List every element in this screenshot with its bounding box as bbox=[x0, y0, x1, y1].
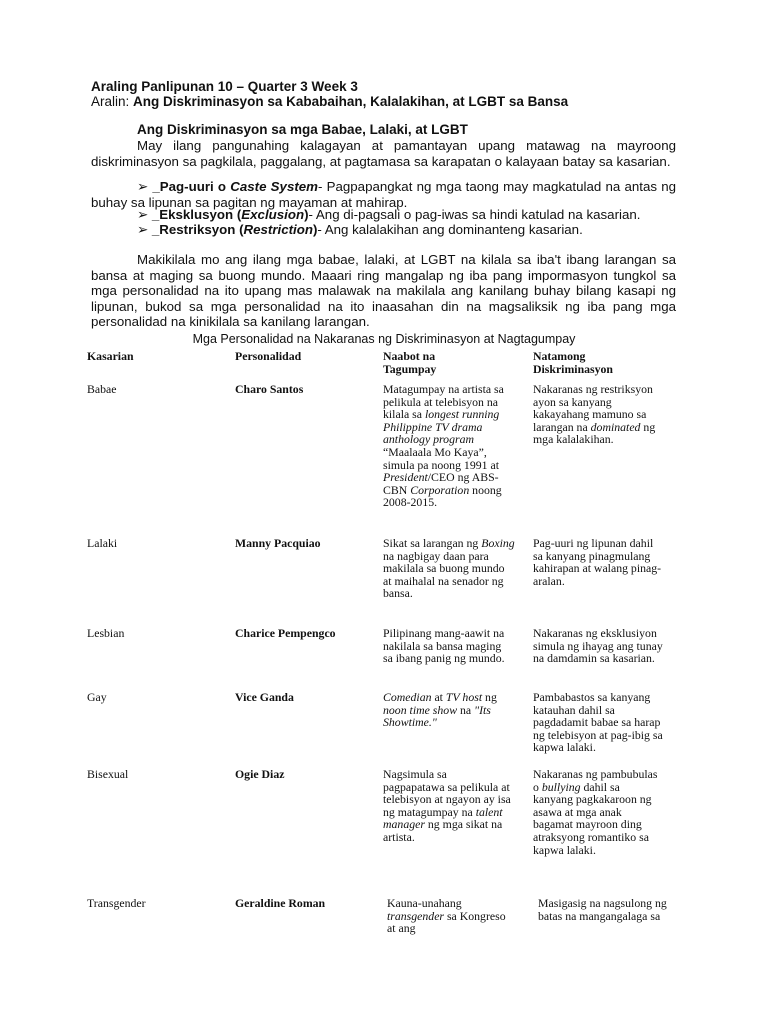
cell-tagumpay: Comedian at TV host ng noon time show na "Its Showtime." bbox=[383, 690, 497, 730]
bullet-term: _Restriksyon ( bbox=[151, 222, 244, 237]
cell-kasarian: Transgender bbox=[87, 896, 146, 910]
col-header-personalidad: Personalidad bbox=[235, 349, 302, 363]
cell-tagumpay: Sikat sa larangan ng Boxing na nagbigay daan para makilala sa buong mundo at maihalal na senador ng bansa. bbox=[383, 536, 515, 601]
subject-heading: Araling Panlipunan 10 – Quarter 3 Week 3 bbox=[91, 79, 358, 94]
cell-diskriminasyon: Nakaranas ng restriksyon ayon sa kanyang kakayahang mamuno sa larangan na dominated ng mga kalalakihan. bbox=[533, 382, 656, 447]
cell-diskriminasyon: Nakaranas ng pambubulas o bullying dahil sa kanyang pagkakaroon ng asawa at mga anak bagamat mayroon ding atraksyong romantiko sa kapwa lalaki. bbox=[533, 767, 658, 857]
cell-kasarian: Bisexual bbox=[87, 767, 129, 781]
lesson-title: Ang Diskriminasyon sa Kababaihan, Kalalakihan, at LGBT sa Bansa bbox=[133, 94, 569, 109]
cell-tagumpay: Pilipinang mang-aawit na nakilala sa bansa maging sa ibang panig ng mundo. bbox=[383, 626, 505, 666]
lesson-label: Aralin: bbox=[91, 94, 130, 109]
cell-personalidad: Vice Ganda bbox=[235, 690, 294, 704]
cell-personalidad: Charo Santos bbox=[235, 382, 304, 396]
cell-diskriminasyon: Pag-uuri ng lipunan dahil sa kanyang pinagmulang kahirapan at walang pinag-aralan. bbox=[533, 536, 662, 588]
section-title: Ang Diskriminasyon sa mga Babae, Lalaki, at LGBT bbox=[137, 122, 468, 137]
bullet-term-close: ) bbox=[312, 222, 318, 237]
col-header-tagumpay: Naabot na Tagumpay bbox=[383, 349, 437, 376]
col-header-diskriminasyon: Natamong Diskriminasyon bbox=[533, 349, 613, 376]
bullet-restriction bbox=[137, 222, 677, 238]
cell-tagumpay: Kauna-unahang transgender sa Kongreso at ang bbox=[387, 896, 506, 936]
cell-tagumpay: Matagumpay na artista sa pelikula at telebisyon na kilala sa longest running Philippine TV drama anthology program “Maalaala Mo Kaya”, simula pa noong 1991 at President/CEO ng ABS-CBN Corporation noong 2008-2015. bbox=[383, 382, 504, 510]
bullet-term-english: Restriction bbox=[243, 222, 313, 237]
cell-personalidad: Ogie Diaz bbox=[235, 767, 285, 781]
bullet-term-english: Caste System bbox=[230, 179, 318, 194]
bullet-marker: ➢ bbox=[137, 222, 149, 237]
cell-kasarian: Babae bbox=[87, 382, 117, 396]
bullet-text: - Ang kalalakihan ang dominanteng kasarian. bbox=[317, 222, 583, 237]
second-paragraph: Makikilala mo ang ilang mga babae, lalaki, at LGBT na kilala sa iba't ibang larangan sa bansa at maging sa buong mundo. Maaari ring mangalap ng iba pang impormasyon tungkol sa mga personalidad na ito upang mas malawak na makilala ang kanilang buhay bilang kasapi ng lipunan, bukod sa mga personalidad na ito inaasahan din na magsaliksik ng iba pang mga personalidad na kinikilala sa kanilang larangan. bbox=[91, 252, 676, 329]
bullet-marker: ➢ bbox=[137, 207, 149, 222]
bullet-marker: ➢ bbox=[137, 179, 149, 194]
intro-paragraph: May ilang pangunahing kalagayan at pamantayan upang matawag na mayroong diskriminasyon sa pagkilala, paggalang, at pagtamasa sa karapatan o kalayaan batay sa kasarian. bbox=[91, 138, 676, 169]
cell-personalidad: Charice Pempengco bbox=[235, 626, 336, 640]
cell-diskriminasyon: Pambabastos sa kanyang katauhan dahil sa pagdadamit babae sa harap ng telebisyon at pag-ibig sa kapwa lalaki. bbox=[533, 690, 663, 755]
cell-kasarian: Gay bbox=[87, 690, 107, 704]
bullet-term-close: ) bbox=[304, 207, 309, 222]
cell-diskriminasyon: Masigasig na nagsulong ng batas na mangangalaga sa bbox=[538, 896, 667, 923]
cell-personalidad: Manny Pacquiao bbox=[235, 536, 321, 550]
bullet-term-english: Exclusion bbox=[241, 207, 305, 222]
cell-personalidad: Geraldine Roman bbox=[235, 896, 326, 910]
bullet-term: _Pag-uuri o bbox=[152, 179, 231, 194]
cell-diskriminasyon: Nakaranas ng eksklusiyon simula ng ihayag ang tunay na damdamin sa kasarian. bbox=[533, 626, 663, 666]
col-header-kasarian: Kasarian bbox=[87, 349, 134, 363]
cell-kasarian: Lalaki bbox=[87, 536, 118, 550]
bullet-text: - Ang di-pagsali o pag-iwas sa hindi katulad na kasarian. bbox=[308, 207, 641, 222]
table-caption: Mga Personalidad na Nakaranas ng Diskriminasyon at Nagtagumpay bbox=[192, 332, 576, 346]
lesson-heading bbox=[91, 94, 568, 110]
bullet-term: _Eksklusyon ( bbox=[151, 207, 242, 222]
cell-kasarian: Lesbian bbox=[87, 626, 125, 640]
cell-tagumpay: Nagsimula sa pagpapatawa sa pelikula at telebisyon at ngayon ay isa ng matagumpay na talent manager ng mga sikat na artista. bbox=[383, 767, 511, 844]
bullet-caste-system bbox=[91, 179, 676, 210]
bullet-text: - Pagpapangkat ng mga taong may magkatulad na antas ng buhay sa lipunan sa pagitan ng mayaman at mahirap. bbox=[91, 179, 676, 210]
bullet-exclusion bbox=[137, 207, 677, 223]
